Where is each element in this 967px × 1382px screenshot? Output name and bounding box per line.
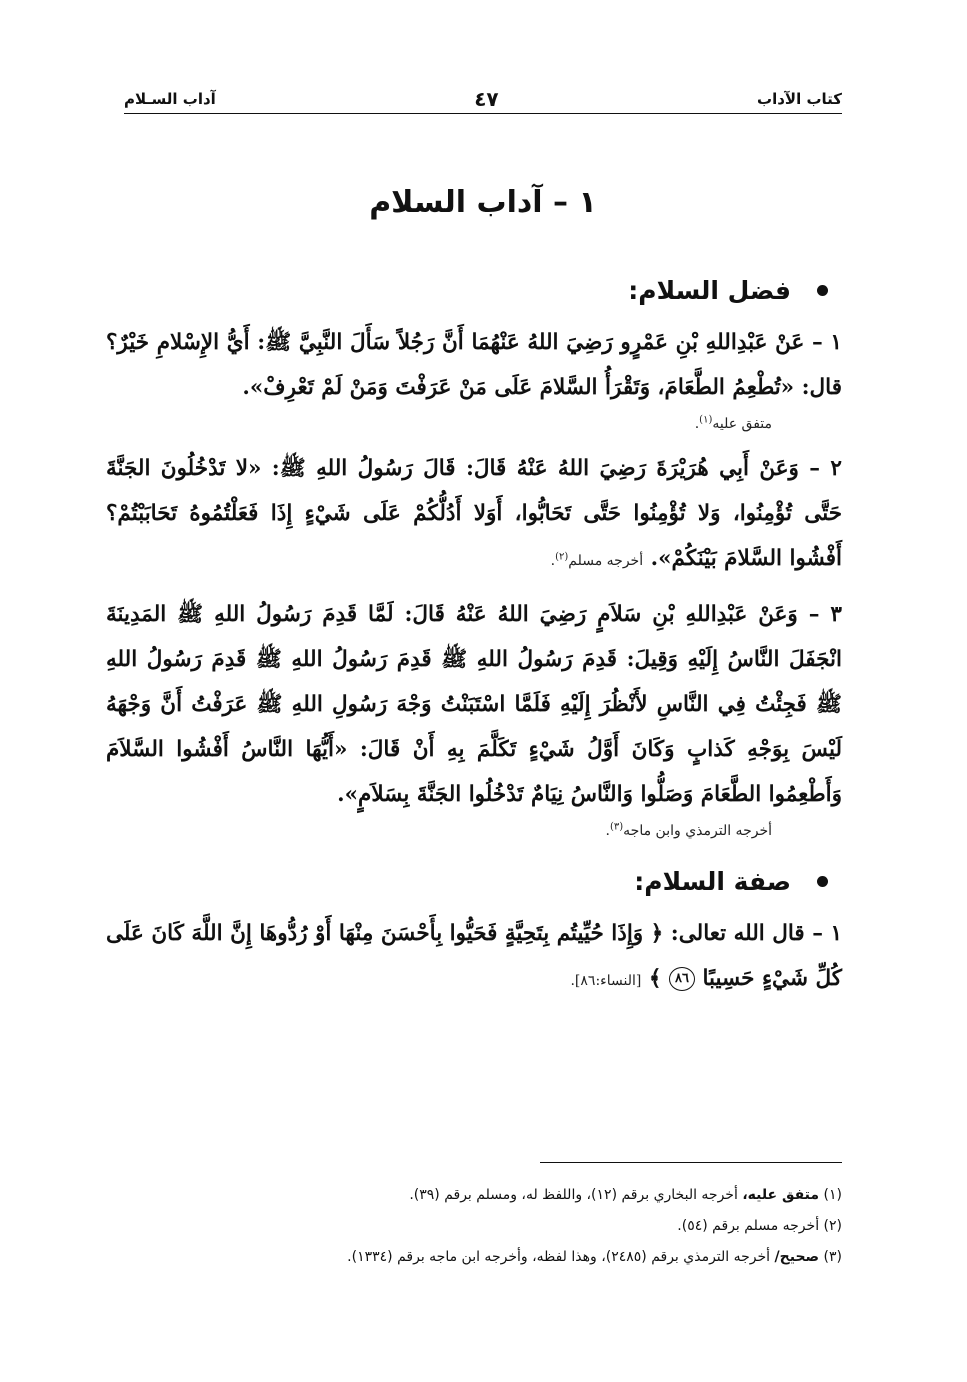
- header-chapter-title: آداب السـلام: [124, 90, 216, 108]
- footnote-marker: (٢): [823, 1218, 842, 1234]
- section-heading-text: صفة السلام:: [634, 866, 791, 896]
- item-number: ٢ –: [809, 456, 842, 481]
- ayah-close-bracket: ﴾: [648, 966, 662, 991]
- item-number: ١ –: [811, 330, 842, 355]
- source-text: أخرجه الترمذي وابن ماجه: [623, 823, 772, 839]
- hadith-source: أخرجه مسلم$^{(٢)}$.: [550, 551, 644, 569]
- chapter-title: ١ – آداب السلام: [369, 185, 597, 220]
- bullet-icon: [817, 876, 828, 887]
- header-divider: [124, 113, 842, 114]
- hadith-item: [106, 592, 842, 845]
- footnote-grade: متفق عليه،: [742, 1187, 820, 1203]
- main-content: [106, 268, 842, 1004]
- header-book-title: كتاب الآداب: [757, 90, 842, 108]
- footnote-divider: [540, 1162, 842, 1163]
- ayah-intro: قال الله تعالى:: [670, 921, 805, 946]
- ayah-text: ﴿ وَإِذَا حُيِّيتُم بِتَحِيَّةٍ فَحَيُّوا بِأَحْسَنَ مِنْهَا أَوْ رُدُّوهَا إِنَّ اللَّهَ كَانَ عَلَى كُلِّ شَيْءٍ حَسِيبًا: [106, 921, 842, 991]
- source-text: متفق عليه: [712, 416, 772, 432]
- running-header: [124, 84, 842, 114]
- footnote-ref[interactable]: (٢): [555, 551, 569, 563]
- footnotes: [124, 1180, 842, 1273]
- hadith-source: متفق عليه$^{(١)}$.: [694, 414, 772, 432]
- hadith-text: عَنْ عَبْدِاللهِ بْنِ عَمْرٍو رَضِيَ اللهُ عَنْهُمَا أَنَّ رَجُلاً سَأَلَ النَّبِيَّ ﷺ: أَيُّ الإِسْلامِ خَيْرٌ؟ قال: «تُطْعِمُ الطَّعَامَ، وَتَقْرَأُ السَّلامَ عَلَى مَنْ عَرَفْتَ وَمَنْ لَمْ تَعْرِفْ».: [106, 330, 842, 400]
- section-heading-virtue: [106, 268, 828, 312]
- footnote-text: أخرجه البخاري برقم (١٢)، واللفظ له، ومسلم برقم (٣٩).: [409, 1187, 738, 1203]
- ayah-reference: [النساء:٨٦].: [570, 973, 642, 989]
- footnote-item: [124, 1242, 842, 1273]
- ayah-number-medallion: ٨٦: [669, 967, 695, 991]
- ayah-item: [106, 911, 842, 1004]
- section-heading-form: [106, 859, 828, 903]
- footnote-ref[interactable]: (١): [699, 414, 713, 426]
- footnote-grade: صحيح/: [774, 1249, 820, 1265]
- section-heading-text: فضل السلام:: [628, 275, 791, 305]
- hadith-item: [106, 320, 842, 438]
- footnote-item: [124, 1180, 842, 1211]
- hadith-source: أخرجه الترمذي وابن ماجه$^{(٣)}$.: [605, 821, 772, 839]
- page-number: ٤٧: [474, 87, 499, 111]
- footnote-item: [124, 1211, 842, 1242]
- footnote-marker: (٣): [823, 1249, 842, 1265]
- footnote-text: أخرجه الترمذي برقم (٢٤٨٥)، وهذا لفظه، وأخرجه ابن ماجه برقم (١٣٣٤).: [347, 1249, 771, 1265]
- bullet-icon: [817, 285, 828, 296]
- footnote-text: أخرجه مسلم برقم (٥٤).: [677, 1218, 820, 1234]
- footnote-marker: (١): [823, 1187, 842, 1203]
- hadith-text: وَعَنْ عَبْدِاللهِ بْنِ سَلاَمٍ رَضِيَ اللهُ عَنْهُ قَالَ: لَمَّا قَدِمَ رَسُولُ اللهِ ﷺ المَدِينَةَ انْجَفَلَ النَّاسُ إِلَيْهِ وَقِيلَ: قَدِمَ رَسُولُ اللهِ ﷺ قَدِمَ رَسُولُ اللهِ ﷺ قَدِمَ رَسُولُ اللهِ ﷺ فَجِئْتُ فِي النَّاسِ لأَنْظُرَ إِلَيْهِ فَلَمَّا اسْتَبَنْتُ وَجْهَ رَسُولِ اللهِ ﷺ عَرَفْتُ أَنَّ وَجْهَهُ لَيْسَ بِوَجْهِ كَذابٍ وَكَانَ أَوَّلُ شَيْءٍ تَكَلَّمَ بِهِ أَنْ قَالَ: «أَيُّهَا النَّاسُ أَفْشُوا السَّلاَمَ وَأَطْعِمُوا الطَّعَامَ وَصَلُّوا وَالنَّاسُ نِيَامٌ تَدْخُلُوا الجَنَّةَ بِسَلاَمٍ».: [106, 602, 842, 807]
- footnote-ref[interactable]: (٣): [609, 821, 624, 833]
- item-number: ٣ –: [808, 602, 842, 627]
- source-text: أخرجه مسلم: [568, 553, 644, 569]
- item-number: ١ –: [812, 921, 842, 946]
- hadith-item: [106, 446, 842, 584]
- hadith-text: وَعَنْ أَبِي هُرَيْرَةَ رَضِيَ اللهُ عَنْهُ قَالَ: قَالَ رَسُولُ اللهِ ﷺ: «لا تَدْخُلُونَ الجَنَّةَ حَتَّى تُؤْمِنُوا، وَلا تُؤْمِنُوا حَتَّى تَحَابُّوا، أَوَلا أَدُلُّكُمْ عَلَى شَيْءٍ إِذَا فَعَلْتُمُوهُ تَحَابَبْتُمْ؟ أَفْشُوا السَّلامَ بَيْنَكُمْ».: [106, 456, 842, 571]
